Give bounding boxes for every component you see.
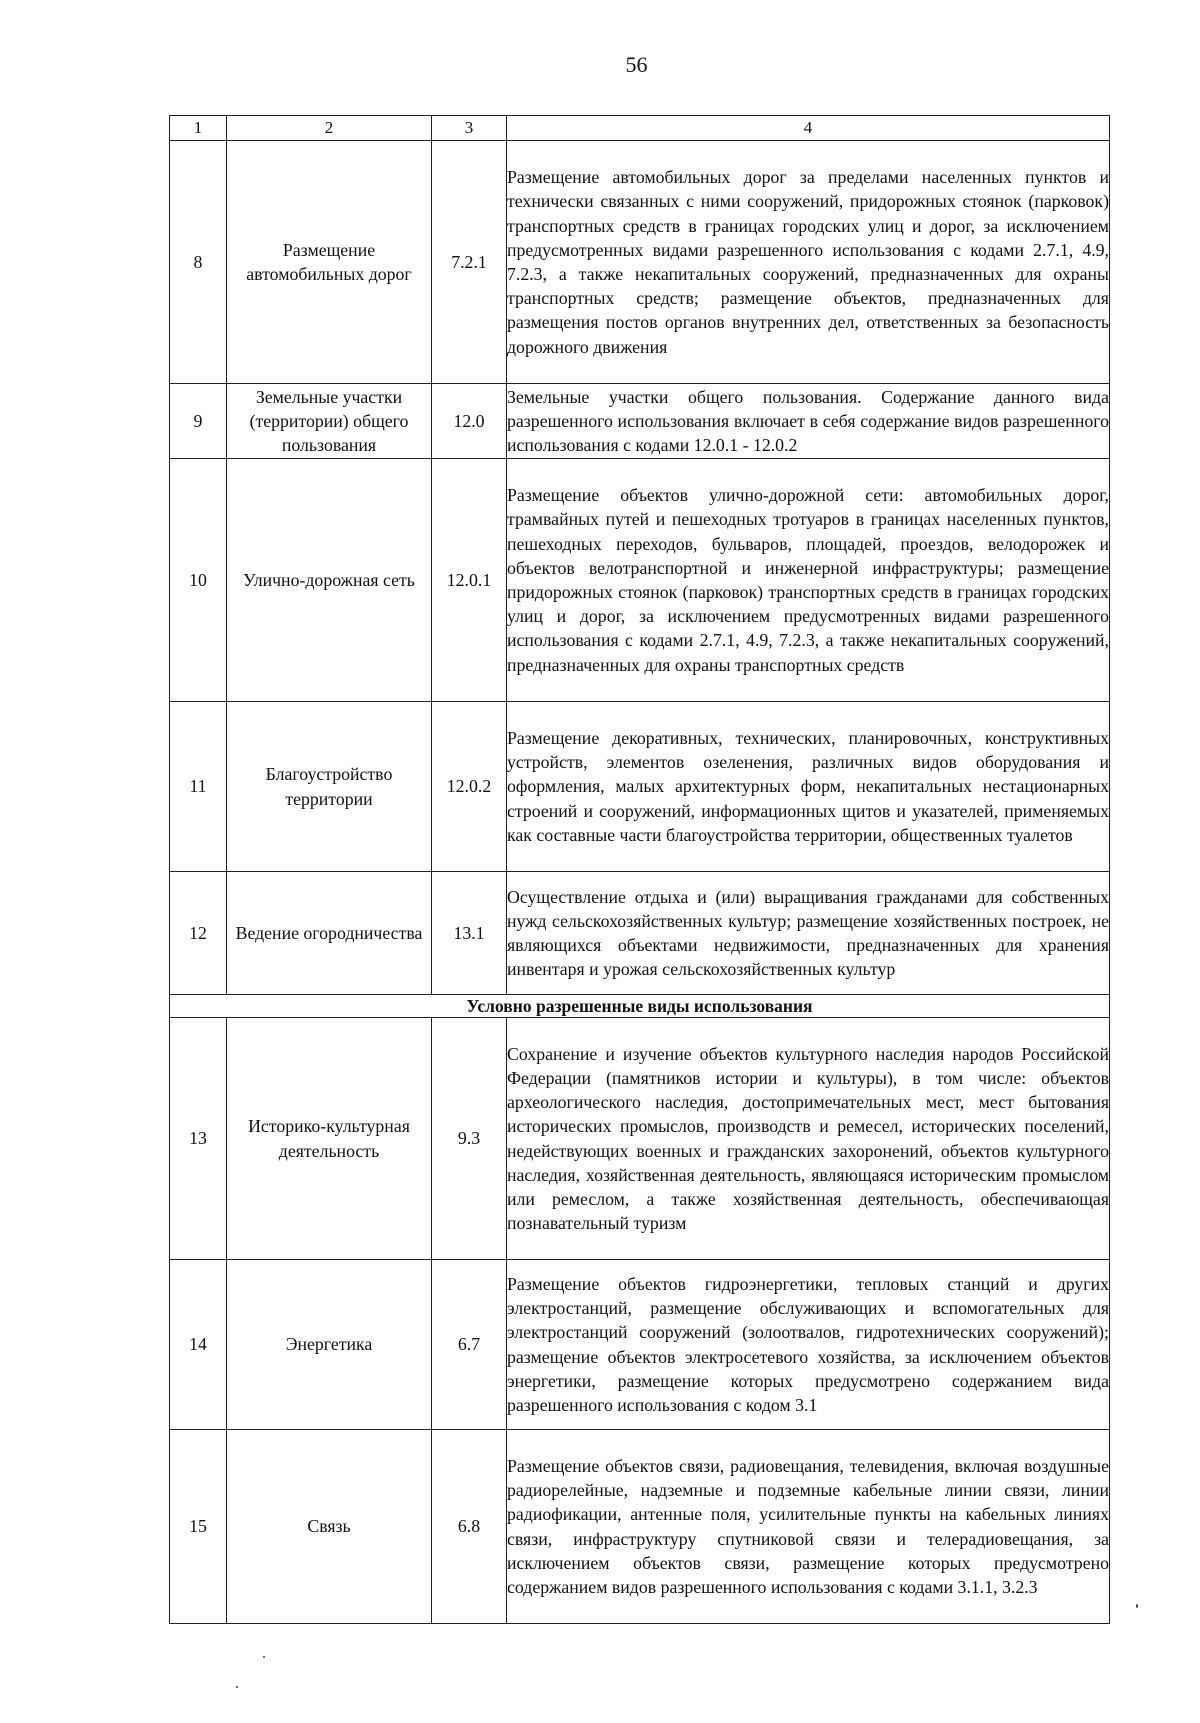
land-use-description: Размещение объектов гидроэнергетики, тепловых станций и других электростанций, размещение обслуживающих и вспомогательных для электростанций сооружений (золоотвалов, гидротехнических сооружений); размещение объектов электросетевого хозяйства, за исключением объектов энергетики, размещение которых предусмотрено содержанием вида разрешенного использования с кодом 3.1 (507, 1260, 1110, 1430)
land-use-name: Энергетика (227, 1260, 432, 1430)
row-number: 11 (170, 702, 227, 872)
row-number: 15 (170, 1430, 227, 1624)
table-row (170, 384, 1110, 459)
row-number: 8 (170, 141, 227, 384)
table-row (170, 1260, 1110, 1430)
land-use-description: Сохранение и изучение объектов культурного наследия народов Российской Федерации (памятников истории и культуры), в том числе: объектов археологического наследия, достопримечательных мест, мест бытования исторических промыслов, производств и ремесел, исторических поселений, недействующих военных и гражданских захоронений, объектов культурного наследия, хозяйственная деятельность, являющаяся историческим промыслом или ремеслом, а также хозяйственная деятельность, обеспечивающая познавательный туризм (507, 1018, 1110, 1260)
table-row (170, 1430, 1110, 1624)
land-use-code: 9.3 (432, 1018, 507, 1260)
land-use-name: Связь (227, 1430, 432, 1624)
land-use-description: Размещение автомобильных дорог за пределами населенных пунктов и технически связанных с ними сооружений, придорожных стоянок (парковок) транспортных средств в границах городских улиц и дорог, за исключением предусмотренных видами разрешенного использования с кодами 2.7.1, 4.9, 7.2.3, а также некапитальных сооружений, предназначенных для охраны транспортных средств; размещение объектов, предназначенных для размещения постов органов внутренних дел, ответственных за безопасность дорожного движения (507, 141, 1110, 384)
section-title: Условно разрешенные виды использования (170, 995, 1110, 1018)
row-number: 9 (170, 384, 227, 459)
land-use-code: 12.0.1 (432, 459, 507, 702)
scan-speck (1136, 1604, 1138, 1608)
land-use-code: 6.7 (432, 1260, 507, 1430)
land-use-description: Осуществление отдыха и (или) выращивания гражданами для собственных нужд сельскохозяйственных культур; размещение хозяйственных построек, не являющихся объектами недвижимости, предназначенных для хранения инвентаря и урожая сельскохозяйственных культур (507, 872, 1110, 995)
section-row (170, 995, 1110, 1018)
land-use-name: Благоустройство территории (227, 702, 432, 872)
table-row (170, 141, 1110, 384)
row-number: 13 (170, 1018, 227, 1260)
header-cell: 3 (432, 116, 507, 141)
land-use-code: 13.1 (432, 872, 507, 995)
land-use-name: Земельные участки (территории) общего пользования (227, 384, 432, 459)
scan-speck (263, 1656, 265, 1658)
land-use-description: Размещение объектов улично-дорожной сети: автомобильных дорог, трамвайных путей и пешеходных тротуаров в границах населенных пунктов, пешеходных переходов, бульваров, площадей, проездов, велодорожек и объектов велотранспортной и инженерной инфраструктуры; размещение придорожных стоянок (парковок) транспортных средств в границах городских улиц и дорог, за исключением предусмотренных видами разрешенного использования с кодами 2.7.1, 4.9, 7.2.3, а также некапитальных сооружений, предназначенных для охраны транспортных средств (507, 459, 1110, 702)
table-header-row (170, 116, 1110, 141)
land-use-name: Историко-культурная деятельность (227, 1018, 432, 1260)
scan-speck (236, 1686, 238, 1688)
land-use-description: Размещение объектов связи, радиовещания, телевидения, включая воздушные радиорелейные, надземные и подземные кабельные линии связи, линии радиофикации, антенные поля, усилительные пункты на кабельных линиях связи, инфраструктуру спутниковой связи и телерадиовещания, за исключением объектов связи, размещение которых предусмотрено содержанием видов разрешенного использования с кодами 3.1.1, 3.2.3 (507, 1430, 1110, 1624)
header-cell: 1 (170, 116, 227, 141)
header-cell: 2 (227, 116, 432, 141)
land-use-description: Земельные участки общего пользования. Содержание данного вида разрешенного использования включает в себя содержание видов разрешенного использования с кодами 12.0.1 - 12.0.2 (507, 384, 1110, 459)
land-use-name: Улично-дорожная сеть (227, 459, 432, 702)
land-use-name: Размещение автомобильных дорог (227, 141, 432, 384)
header-cell: 4 (507, 116, 1110, 141)
row-number: 10 (170, 459, 227, 702)
table-row (170, 702, 1110, 872)
land-use-name: Ведение огородничества (227, 872, 432, 995)
land-use-code: 12.0 (432, 384, 507, 459)
land-use-description: Размещение декоративных, технических, планировочных, конструктивных устройств, элементов озеленения, различных видов оборудования и оформления, малых архитектурных форм, некапитальных нестационарных строений и сооружений, информационных щитов и указателей, применяемых как составные части благоустройства территории, общественных туалетов (507, 702, 1110, 872)
land-use-code: 7.2.1 (432, 141, 507, 384)
row-number: 12 (170, 872, 227, 995)
table-row (170, 1018, 1110, 1260)
table-row (170, 872, 1110, 995)
land-use-code: 12.0.2 (432, 702, 507, 872)
table-row (170, 459, 1110, 702)
row-number: 14 (170, 1260, 227, 1430)
page-number: 56 (625, 52, 648, 77)
land-use-code: 6.8 (432, 1430, 507, 1624)
land-use-table (169, 115, 1110, 1624)
